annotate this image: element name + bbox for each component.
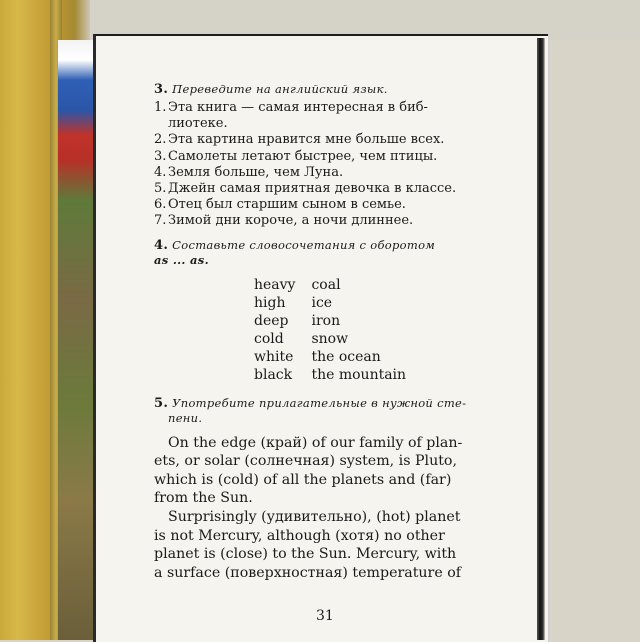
task-3	[154, 82, 544, 230]
task-3-number: 3.	[154, 82, 169, 97]
text-line: planet is (close) to the Sun. Mercury, with	[154, 546, 457, 563]
list-item: 5. Джейн самая приятная девочка в классе.	[154, 181, 457, 197]
table-row: cold snow	[254, 330, 349, 347]
table-row: heavy coal	[254, 276, 341, 293]
page-number: 31	[316, 608, 334, 624]
task-4-title-continued: as ... as.	[154, 252, 209, 267]
text-line: a surface (поверхностная) temperature of	[154, 564, 462, 581]
list-item: 6. Отец был старшим сыном в семье.	[154, 197, 406, 213]
text-line: from the Sun.	[154, 490, 253, 507]
list-item: 2. Эта картина нравится мне больше всех.	[154, 132, 445, 148]
task-3-title: Переведите на английский язык.	[172, 82, 388, 96]
task-3-heading	[154, 82, 544, 97]
table-row: white the ocean	[254, 348, 381, 365]
list-item: 7. Зимой дни короче, а ночи длиннее.	[154, 213, 414, 229]
task-5-title-continued: пени.	[168, 410, 203, 425]
task-5	[154, 396, 544, 583]
task-5-number: 5.	[154, 395, 169, 411]
text-line: is not Mercury, although (хотя) no other	[154, 527, 445, 544]
text-line: ets, or solar (солнечная) system, is Pluto,	[154, 453, 457, 470]
list-item: 3. Самолеты летают быстрее, чем птицы.	[154, 148, 438, 164]
word-table	[254, 276, 422, 384]
task-5-title: Употребите прилагательные в нужной сте-	[172, 395, 467, 410]
page-content	[154, 82, 544, 582]
text-line: which is (cold) of all the planets and (far)	[154, 471, 452, 488]
task-5-heading	[154, 396, 544, 411]
table-row: black the mountain	[254, 366, 407, 383]
textbook-page	[93, 34, 548, 642]
task-4-title: Составьте словосочетания с оборотом	[172, 237, 436, 252]
task-5-text	[154, 434, 544, 583]
page-right-edge	[537, 38, 545, 640]
list-item: 4. Земля больше, чем Луна.	[154, 164, 344, 180]
task-4-heading	[154, 238, 544, 253]
text-line: On the edge (край) of our family of plan-	[168, 434, 463, 451]
text-line: Surprisingly (удивительно), (hot) planet	[168, 509, 461, 525]
task-4-number: 4.	[154, 237, 169, 253]
task-4	[154, 238, 544, 384]
task-3-list	[154, 100, 544, 230]
table-row: high ice	[254, 294, 333, 311]
book-cover-edge	[58, 40, 98, 640]
list-item: 1. Эта книга — самая интересная в биб- лиотеке.	[154, 100, 428, 132]
table-row: deep iron	[254, 312, 341, 329]
